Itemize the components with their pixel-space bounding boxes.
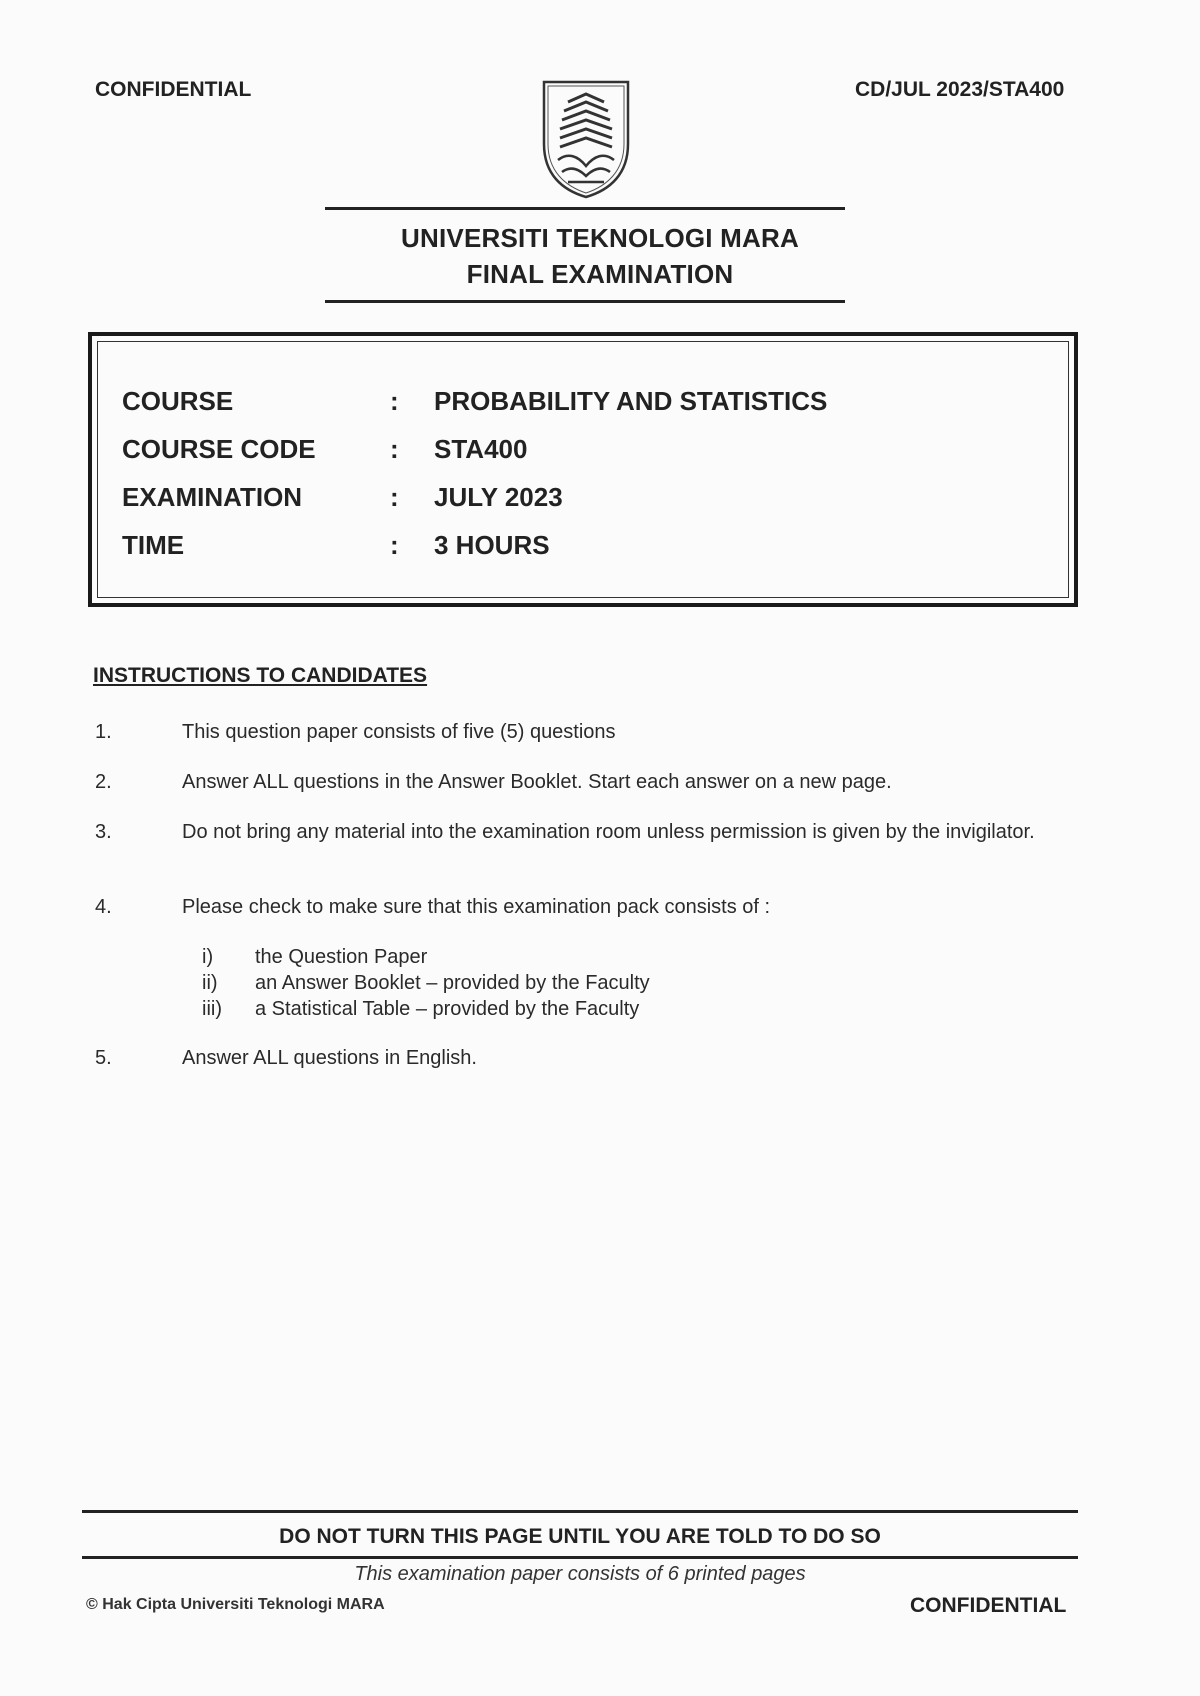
info-colon: :	[390, 482, 399, 512]
instruction-number: 2.	[95, 771, 112, 793]
do-not-turn-warning: DO NOT TURN THIS PAGE UNTIL YOU ARE TOLD TO DO SO	[279, 1525, 881, 1548]
footer-confidential: CONFIDENTIAL	[910, 1594, 1067, 1617]
instruction-text: Answer ALL questions in the Answer Booklet. Start each answer on a new page.	[182, 771, 892, 793]
course-info-box	[88, 332, 1078, 607]
instruction-text: Answer ALL questions in English.	[182, 1047, 477, 1069]
info-label: COURSE CODE	[122, 434, 316, 464]
instruction-text: Please check to make sure that this examination pack consists of :	[182, 896, 771, 918]
university-name: UNIVERSITI TEKNOLOGI MARA	[401, 223, 799, 253]
header-paper-code: CD/JUL 2023/STA400	[855, 78, 1065, 101]
pack-item-number: iii)	[202, 998, 222, 1020]
pack-item-text: an Answer Booklet – provided by the Faculty	[255, 972, 650, 994]
info-label: COURSE	[122, 386, 234, 416]
info-label: TIME	[122, 530, 185, 560]
info-colon: :	[390, 386, 399, 416]
instruction-number: 1.	[95, 721, 112, 743]
page-count-note: This examination paper consists of 6 printed pages	[354, 1563, 806, 1585]
instructions-heading: INSTRUCTIONS TO CANDIDATES	[93, 664, 428, 687]
pack-item-number: i)	[202, 946, 214, 968]
instruction-number: 3.	[95, 821, 112, 843]
info-colon: :	[390, 434, 399, 464]
pack-item-text: a Statistical Table – provided by the Faculty	[255, 998, 640, 1020]
copyright-notice: © Hak Cipta Universiti Teknologi MARA	[86, 1596, 385, 1613]
footer-rule-bottom	[82, 1556, 1078, 1559]
uitm-crest-icon	[538, 78, 634, 200]
info-value: 3 HOURS	[434, 530, 550, 560]
pack-item-text: the Question Paper	[255, 946, 428, 968]
info-value: PROBABILITY AND STATISTICS	[434, 386, 828, 416]
instruction-number: 5.	[95, 1047, 112, 1069]
instruction-text: Do not bring any material into the examination room unless permission is given by the invigilator.	[182, 821, 1035, 843]
pack-item-number: ii)	[202, 972, 218, 994]
title-rule-top	[325, 207, 845, 210]
title-rule-bottom	[325, 300, 845, 303]
instruction-number: 4.	[95, 896, 112, 918]
info-colon: :	[390, 530, 399, 560]
info-value: JULY 2023	[434, 482, 563, 512]
instruction-text: This question paper consists of five (5) questions	[182, 721, 616, 743]
footer-rule-top	[82, 1510, 1078, 1513]
info-label: EXAMINATION	[122, 482, 303, 512]
exam-title: FINAL EXAMINATION	[466, 259, 734, 289]
info-value: STA400	[434, 434, 528, 464]
header-confidential: CONFIDENTIAL	[95, 78, 252, 101]
